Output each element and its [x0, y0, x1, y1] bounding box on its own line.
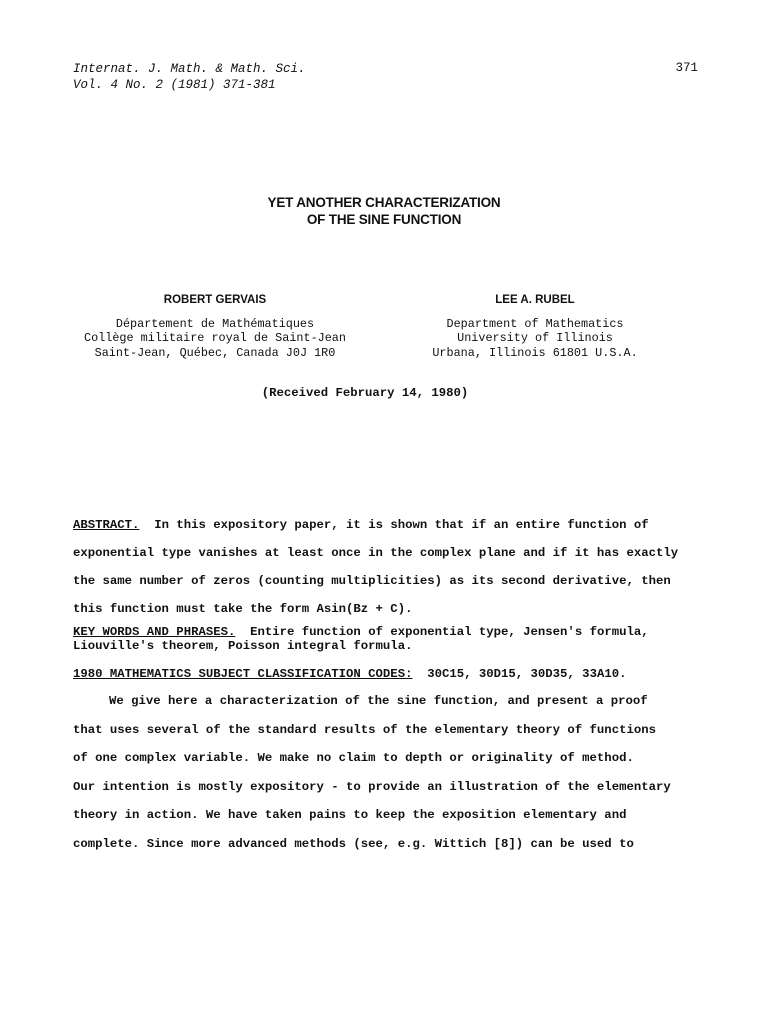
journal-line-2: Vol. 4 No. 2 (1981) 371-381: [73, 78, 276, 92]
msc-codes: [73, 666, 703, 682]
intro-line: We give here a characterization of the sine function, and present a proof: [109, 694, 648, 708]
author-affiliation-line: Collège militaire royal de Saint-Jean: [84, 331, 346, 345]
title-line-2: OF THE SINE FUNCTION: [306, 212, 462, 227]
journal-line-1: Internat. J. Math. & Math. Sci.: [73, 62, 306, 76]
key-words-line: Liouville's theorem, Poisson integral formula.: [73, 639, 413, 653]
author-affiliation-line: Saint-Jean, Québec, Canada J0J 1R0: [94, 345, 336, 360]
abstract-line: this function must take the form Asin(Bz + C).: [73, 602, 413, 616]
key-words-label: KEY WORDS AND PHRASES.: [73, 625, 236, 639]
intro-line: theory in action. We have taken pains to keep the exposition elementary and: [73, 808, 627, 822]
author-name: LEE A. RUBEL: [495, 294, 575, 306]
msc-label: 1980 MATHEMATICS SUBJECT CLASSIFICATION CODES:: [73, 667, 413, 681]
paper-title: [0, 194, 768, 228]
author-affiliation-line: Département de Mathématiques: [115, 316, 315, 331]
intro-line: complete. Since more advanced methods (see, e.g. Wittich [8]) can be used to: [73, 836, 634, 851]
intro-paragraph: [73, 687, 703, 858]
msc-code-list: 30C15, 30D15, 30D35, 33A10.: [427, 667, 627, 681]
intro-line: of one complex variable. We make no claim to depth or originality of method.: [73, 751, 634, 765]
intro-line: Our intention is mostly expository - to provide an illustration of the elementary: [73, 779, 671, 794]
author-affiliation-line: University of Illinois: [457, 331, 613, 345]
title-line-1: YET ANOTHER CHARACTERIZATION: [267, 195, 501, 210]
abstract-line: ABSTRACT. In this expository paper, it is shown that if an entire function of: [73, 518, 649, 532]
abstract-label: ABSTRACT.: [73, 518, 140, 532]
abstract-line: exponential type vanishes at least once in the complex plane and if it has exactly: [73, 546, 679, 560]
key-words-line: KEY WORDS AND PHRASES. Entire function of exponential type, Jensen's formula,: [73, 625, 649, 639]
intro-line: that uses several of the standard results of the elementary theory of functions: [73, 722, 656, 737]
received-date: (Received February 14, 1980): [261, 386, 469, 400]
author-block-rubel: [410, 293, 660, 360]
author-name: ROBERT GERVAIS: [163, 294, 267, 306]
author-affiliation-line: Urbana, Illinois 61801 U.S.A.: [432, 345, 638, 360]
abstract-line: the same number of zeros (counting multiplicities) as its second derivative, then: [73, 574, 671, 588]
author-block-gervais: [60, 293, 370, 360]
author-affiliation-line: Department of Mathematics: [446, 316, 624, 331]
page-number: 371: [675, 61, 698, 75]
journal-citation: [73, 61, 306, 93]
key-words: [73, 625, 703, 653]
abstract: [73, 511, 703, 623]
